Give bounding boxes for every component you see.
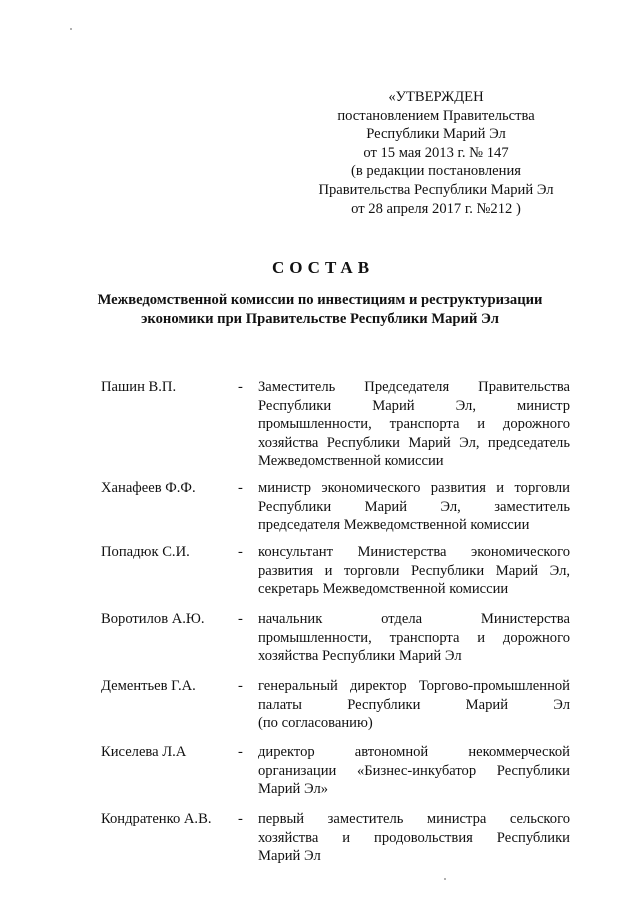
member-dash: -: [238, 811, 243, 827]
member-role-line: организации «Бизнес-инкубатор Республики: [258, 762, 570, 779]
member-role-line: хозяйства и продовольствия Республики: [258, 829, 570, 846]
member-role-line: Марий Эл»: [258, 781, 329, 798]
member-role-line: Межведомственной комиссии: [258, 453, 444, 470]
member-dash: -: [238, 611, 243, 627]
member-role-line: хозяйства Республики Марий Эл: [258, 648, 462, 665]
member-name: Кондратенко А.В.: [101, 811, 212, 827]
approval-line: «УТВЕРЖДЕН: [388, 89, 484, 105]
member-dash: -: [238, 678, 243, 694]
member-role-line: промышленности, транспорта и дорожного: [258, 416, 570, 433]
member-role: [258, 743, 570, 799]
approval-line: Республики Марий Эл: [366, 126, 506, 143]
member-dash: -: [238, 379, 243, 395]
member-name: Киселева Л.А: [101, 744, 187, 760]
member-role-line: хозяйства Республики Марий Эл, председатель: [258, 434, 570, 451]
member-role-line: консультант Министерства экономического: [258, 544, 570, 560]
member-name: Попадюк С.И.: [101, 544, 190, 560]
member-role-line: первый заместитель министра сельского: [258, 811, 570, 827]
member-role: [258, 543, 570, 599]
scan-speck: [70, 28, 72, 30]
member-role-line: развития и торговли Республики Марий Эл,: [258, 562, 570, 579]
member-role-line: промышленности, транспорта и дорожного: [258, 629, 570, 646]
member-role-line: председателя Межведомственной комиссии: [258, 517, 530, 534]
subtitle-line: экономики при Правительстве Республики Марий Эл: [141, 311, 499, 327]
approval-line: от 15 мая 2013 г. № 147: [363, 144, 509, 161]
member-role-line: Марий Эл: [258, 848, 321, 865]
approval-line: от 28 апреля 2017 г. №212 ): [351, 200, 521, 217]
member-role-line: директор автономной некоммерческой: [258, 744, 570, 760]
member-role: [258, 810, 570, 866]
member-dash: -: [238, 544, 243, 560]
member-role-line: (по согласованию): [258, 715, 373, 732]
member-role-line: Республики Марий Эл, министр: [258, 397, 570, 414]
document-title: СОСТАВ: [271, 258, 375, 277]
member-role: [258, 479, 570, 535]
approval-line: Правительства Республики Марий Эл: [318, 181, 554, 198]
member-role-line: Республики Марий Эл, заместитель: [258, 498, 570, 515]
member-role: [258, 610, 570, 666]
member-name: Ханафеев Ф.Ф.: [101, 480, 196, 496]
member-role-line: палаты Республики Марий Эл: [258, 696, 570, 713]
member-role: [258, 677, 570, 733]
member-role-line: генеральный директор Торгово-промышленной: [258, 678, 570, 694]
member-role-line: министр экономического развития и торговли: [258, 480, 570, 496]
member-dash: -: [238, 480, 243, 496]
member-name: Дементьев Г.А.: [101, 678, 196, 694]
scan-speck: [444, 878, 446, 880]
member-role-line: Заместитель Председателя Правительства: [258, 379, 570, 395]
member-role: [258, 378, 570, 471]
approval-stamp: [315, 88, 557, 218]
member-name: Пашин В.П.: [101, 379, 177, 395]
document-subtitle: [60, 291, 580, 329]
member-role-line: секретарь Межведомственной комиссии: [258, 581, 509, 598]
member-name: Воротилов А.Ю.: [101, 611, 205, 627]
member-role-line: начальник отдела Министерства: [258, 611, 570, 627]
approval-line: постановлением Правительства: [337, 107, 535, 124]
member-dash: -: [238, 744, 243, 760]
subtitle-line: Межведомственной комиссии по инвестициям и реструктуризации: [97, 292, 543, 308]
approval-line: (в редакции постановления: [351, 163, 521, 180]
